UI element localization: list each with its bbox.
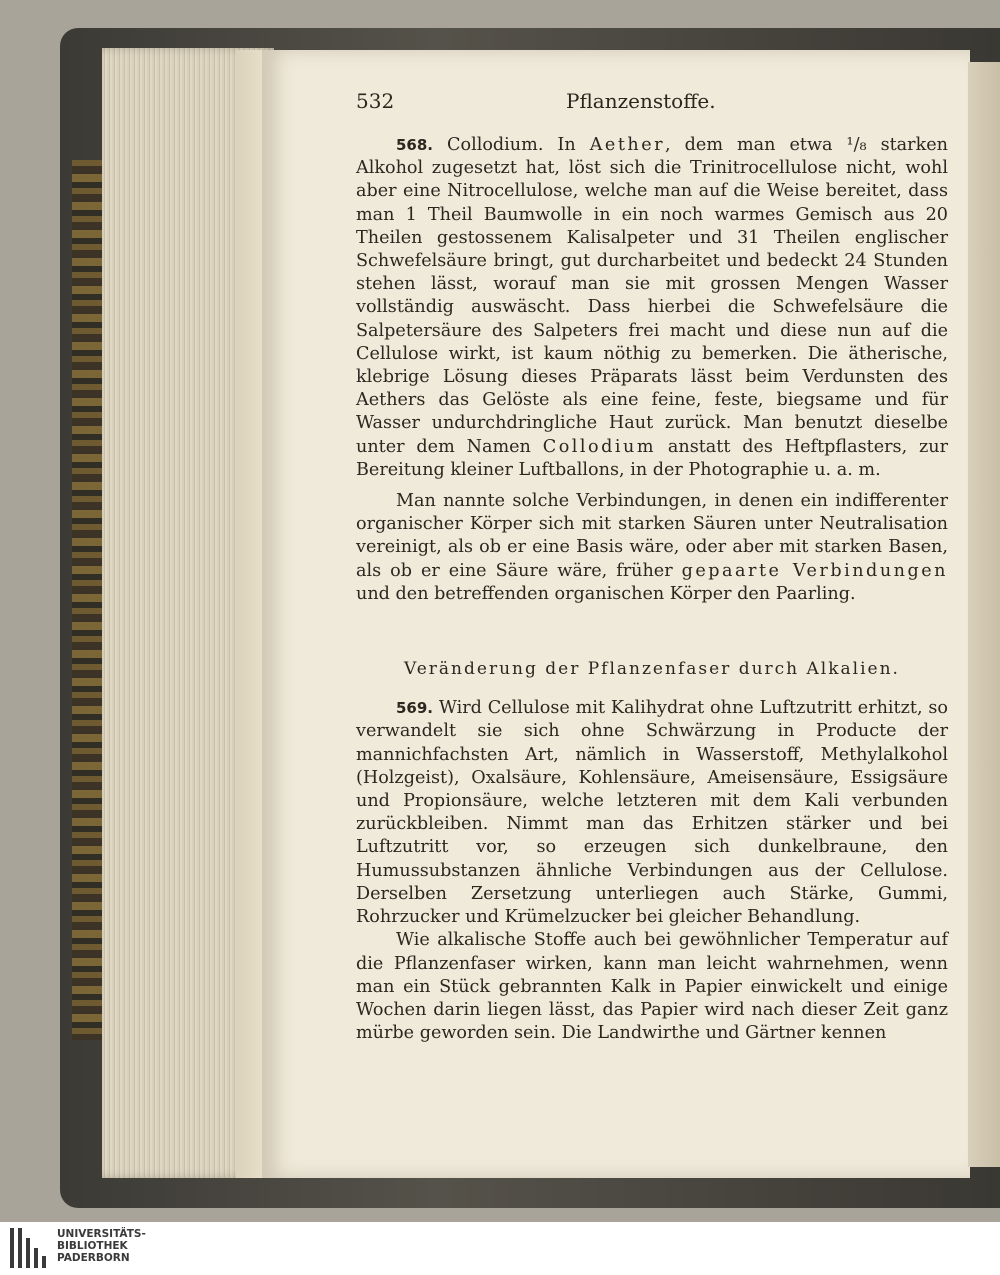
paragraph-568-text-1: Collodium. In — [433, 135, 590, 155]
term-aether: Aether — [589, 135, 666, 155]
section-number-569: 569. — [396, 699, 434, 718]
logo-line-1: UNIVERSITÄTS- — [57, 1228, 146, 1240]
term-collodium: Collodium — [542, 436, 657, 457]
section-heading: Veränderung der Pflanzenfaser durch Alkalien. — [404, 659, 900, 680]
library-logo-text — [57, 1228, 146, 1264]
paragraph-alkali: Wie alkalische Stoffe auch bei gewöhnlicher Temperatur auf die Pflanzenfaser wirken, kann man leicht wahrnehmen, wenn man ein Stück gebrannten Kalk in Papier einwickelt und einige Wochen darin liegen lässt, das Papier wird nach dieser Zeit ganz mürbe geworden sein. Die Landwirthe und Gärtner kennen — [356, 930, 948, 1044]
page-header — [356, 90, 948, 134]
logo-line-3: PADERBORN — [57, 1252, 130, 1264]
facing-page-edge — [968, 62, 1000, 1167]
paragraph-568-text-3: anstatt des Heftpflasters, zur Bereitung kleiner Luftballons, in der Photographie u. a. m. — [356, 436, 949, 480]
book-spine-decoration — [72, 160, 102, 1040]
running-title: Pflanzenstoffe. — [566, 89, 716, 113]
footer-bar — [0, 1222, 1000, 1275]
paragraph-569 — [356, 697, 948, 929]
page-number: 532 — [356, 89, 395, 113]
page-text — [356, 90, 948, 1045]
logo-line-2: BIBLIOTHEK — [57, 1240, 128, 1252]
library-barcode-logo-icon — [10, 1228, 50, 1268]
paragraph-paarling — [356, 490, 948, 606]
paragraph-569-text: Wird Cellulose mit Kalihydrat ohne Luftzutritt erhitzt, so verwandelt sie sich ohne Schwärzung in Producte der mannichfachsten Art, nämlich in Wasserstoff, Methylalkohol (Holzgeist), Oxalsäure, Kohlensäure, Ameisensäure, Essigsäure und Propionsäure, welche letzteren mit dem Kali verbunden zurückbleiben. Nimmt man das Erhitzen stärker und bei Luftzutritt vor, so erzeugen sich dunkelbraune, den Humussubstanzen ähnliche Verbindungen aus der Cellulose. Derselben Zersetzung unterliegen auch Stärke, Gummi, Rohrzucker und Krümelzucker bei gleicher Behandlung. — [356, 698, 948, 928]
paragraph-568 — [356, 134, 948, 482]
section-number-568: 568. — [396, 136, 434, 154]
paragraph-paarling-text-1: Man nannte solche Verbindungen, in denen ein indifferenter organischer Körper sich mit starken Säuren unter Neutralisation vereinigt, als ob er eine Basis wäre, oder aber mit starken Basen, als ob er eine Säure wäre, früher — [356, 491, 948, 581]
paragraph-paarling-text-2: und den betreffenden organischen Körper den Paarling. — [356, 583, 856, 604]
paragraph-568-text-2: , dem man etwa ¹/₈ starken Alkohol zugesetzt hat, löst sich die Trinitrocellulose nicht, wohl aber eine Nitrocellulose, welche man auf die Weise bereitet, dass man 1 Theil Baumwolle in ein noch warmes Gemisch aus 20 Theilen gestossenem Kalisalpeter und 31 Theilen englischer Schwefelsäure bringt, gut durcharbeitet und bedeckt 24 Stunden stehen lässt, worauf man sie mit grossen Mengen Wasser vollständig auswäscht. Dass hierbei die Schwefelsäure die Salpetersäure des Salpeters frei macht und diese nun auf die Cellulose wirkt, ist kaum nöthig zu bemerken. Die ätherische, klebrige Lösung dieses Präparats lässt beim Verdunsten des Aethers das Gelöste als eine feine, feste, biegsame und für Wasser undurchdringliche Haut zurück. Man benutzt dieselbe unter dem Namen — [356, 135, 948, 457]
term-gepaarte-verbindungen: gepaarte Verbindungen — [681, 560, 948, 581]
